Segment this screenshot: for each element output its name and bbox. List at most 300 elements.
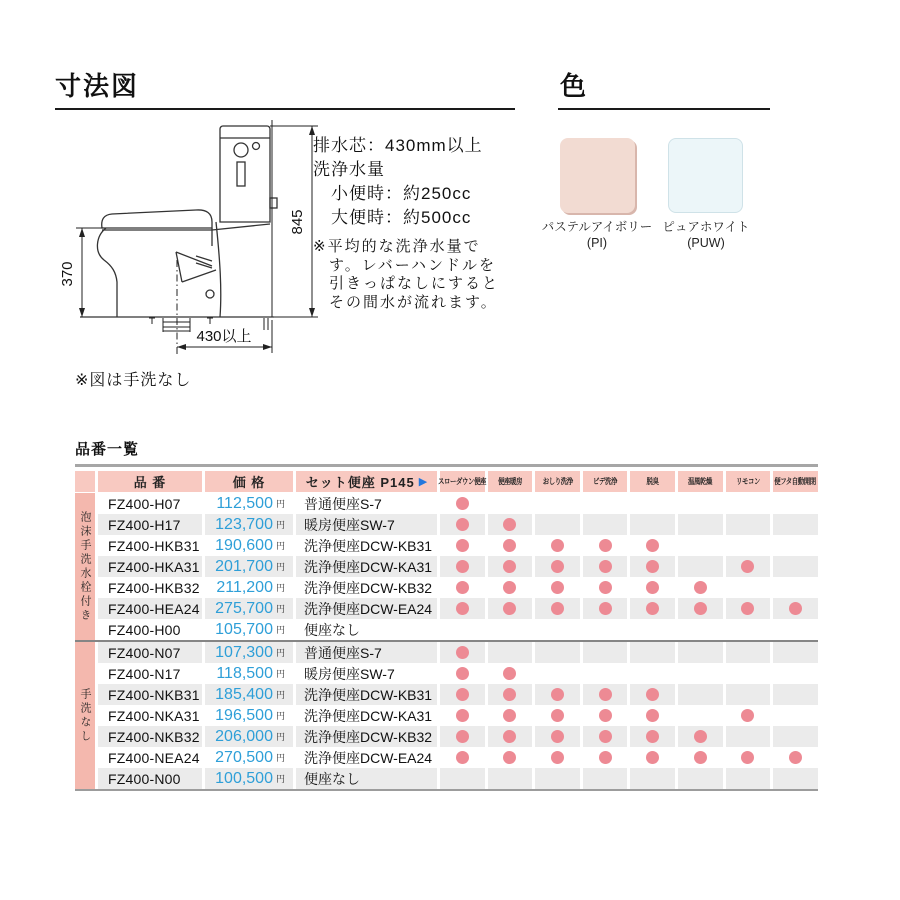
price-cell (205, 663, 293, 684)
part-number-cell: FZ400-NKB32 (98, 726, 202, 747)
feature-cell (678, 514, 723, 535)
table-row (98, 642, 818, 663)
price-cell (205, 577, 293, 598)
feature-dot (646, 709, 659, 722)
feature-cell (535, 619, 580, 640)
dimension-section-title: 寸法図 (55, 71, 140, 101)
seat-name-cell: 洗浄便座DCW-EA24 (296, 747, 437, 768)
feature-cell (678, 493, 723, 514)
feature-cell (488, 514, 533, 535)
feature-cell (773, 747, 818, 768)
table-bottom-rule (75, 789, 818, 791)
feature-cell (678, 663, 723, 684)
feature-cell (440, 514, 485, 535)
price-cell (205, 705, 293, 726)
feature-cell (726, 747, 771, 768)
yen-suffix: 円 (275, 625, 285, 635)
feature-cell (440, 598, 485, 619)
feature-dot (456, 602, 469, 615)
yen-suffix: 円 (275, 541, 285, 551)
feature-cell (440, 768, 485, 789)
feature-cell (583, 619, 628, 640)
feature-column-header: 脱臭 (630, 471, 675, 492)
swatch-label-pure-white: ピュアホワイト (PUW) (662, 220, 750, 250)
color-section-title: 色 (560, 71, 589, 101)
feature-cell (678, 535, 723, 556)
table-row (98, 747, 818, 768)
feature-dot (551, 688, 564, 701)
feature-cell (630, 619, 675, 640)
part-number-cell: FZ400-HKB31 (98, 535, 202, 556)
seat-name-cell: 洗浄便座DCW-KA31 (296, 556, 437, 577)
group-label: 手洗なし (79, 687, 91, 744)
feature-cell (583, 577, 628, 598)
spec-drain: 排水芯：430mm以上 (313, 136, 483, 155)
table-row (98, 684, 818, 705)
feature-cell (535, 663, 580, 684)
feature-dot (503, 560, 516, 573)
seat-name-cell: 洗浄便座DCW-KB32 (296, 577, 437, 598)
part-number-cell: FZ400-H07 (98, 493, 202, 514)
feature-dot (646, 751, 659, 764)
feature-dot (456, 667, 469, 680)
feature-dot (599, 709, 612, 722)
feature-dot (646, 581, 659, 594)
note-line: ※平均的な洗浄水量で (313, 238, 481, 255)
feature-dot (694, 581, 707, 594)
seat-name-cell: 洗浄便座DCW-EA24 (296, 598, 437, 619)
feature-dot (599, 602, 612, 615)
table-row (98, 619, 818, 640)
table-row (98, 768, 818, 789)
feature-cell (583, 598, 628, 619)
feature-dot (646, 688, 659, 701)
part-number-cell: FZ400-N07 (98, 642, 202, 663)
feature-cell (440, 535, 485, 556)
feature-cell (773, 556, 818, 577)
yen-suffix: 円 (275, 562, 285, 572)
feature-dot (456, 730, 469, 743)
feature-dot (741, 602, 754, 615)
part-number-cell: FZ400-NKB31 (98, 684, 202, 705)
seat-name-cell: 普通便座S-7 (296, 642, 437, 663)
feature-dot (503, 602, 516, 615)
feature-cell (630, 747, 675, 768)
table-top-rule (75, 464, 818, 467)
color-swatch-pure-white (668, 138, 743, 213)
feature-dot (456, 560, 469, 573)
price-cell (205, 535, 293, 556)
feature-cell (630, 663, 675, 684)
table-row (98, 577, 818, 598)
feature-dot (456, 688, 469, 701)
spec-water-heading: 洗浄水量 (313, 160, 385, 179)
feature-dot (503, 581, 516, 594)
feature-cell (630, 642, 675, 663)
feature-cell (535, 684, 580, 705)
table-header-row (75, 471, 818, 492)
feature-column-header: 温風乾燥 (678, 471, 723, 492)
feature-cell (630, 493, 675, 514)
feature-cell (726, 619, 771, 640)
feature-cell (773, 619, 818, 640)
table-group (75, 493, 818, 640)
price-cell (205, 619, 293, 640)
feature-cell (440, 619, 485, 640)
feature-cell (773, 577, 818, 598)
table-group (75, 642, 818, 789)
feature-cell (535, 514, 580, 535)
price-cell (205, 598, 293, 619)
feature-dot (456, 518, 469, 531)
feature-cell (488, 747, 533, 768)
toilet-dimension-drawing (56, 110, 326, 382)
feature-dot (503, 709, 516, 722)
feature-column-header: 便座暖房 (488, 471, 533, 492)
feature-dot (599, 539, 612, 552)
feature-cell (488, 535, 533, 556)
feature-dot (646, 730, 659, 743)
feature-cell (583, 705, 628, 726)
part-number-cell: FZ400-H17 (98, 514, 202, 535)
feature-cell (726, 705, 771, 726)
feature-dot (551, 709, 564, 722)
part-number-cell: FZ400-HEA24 (98, 598, 202, 619)
feature-cell (488, 768, 533, 789)
price-value: 118,500 (216, 664, 273, 682)
group-column-header (75, 471, 95, 492)
feature-cell (535, 642, 580, 663)
parts-table (75, 464, 818, 791)
color-title-rule (558, 108, 770, 110)
feature-cell (678, 642, 723, 663)
feature-cell (440, 663, 485, 684)
seat-name-cell: 便座なし (296, 619, 437, 640)
price-cell (205, 556, 293, 577)
seat-name-cell: 洗浄便座DCW-KB31 (296, 535, 437, 556)
feature-cell (773, 726, 818, 747)
price-value: 107,300 (215, 643, 273, 661)
note-line: その間水が流れます。 (329, 293, 498, 311)
yen-suffix: 円 (275, 711, 285, 721)
color-swatch-pastel-ivory (560, 138, 635, 213)
feature-cell (583, 642, 628, 663)
feature-cell (488, 577, 533, 598)
feature-cell (726, 684, 771, 705)
feature-cell (488, 598, 533, 619)
note-line: す。レバーハンドルを (329, 256, 497, 274)
price-cell (205, 768, 293, 789)
feature-cell (535, 747, 580, 768)
seat-name-cell: 洗浄便座DCW-KB31 (296, 684, 437, 705)
feature-cell (773, 642, 818, 663)
table-row (98, 493, 818, 514)
feature-cell (440, 642, 485, 663)
note-line: 引きっぱなしにすると (329, 275, 500, 292)
seat-name-cell: 普通便座S-7 (296, 493, 437, 514)
yen-suffix: 円 (275, 604, 285, 614)
feature-dot (503, 518, 516, 531)
price-cell (205, 493, 293, 514)
feature-dot (551, 751, 564, 764)
feature-cell (535, 598, 580, 619)
price-cell (205, 726, 293, 747)
feature-cell (440, 577, 485, 598)
feature-dot (741, 560, 754, 573)
feature-cell (726, 642, 771, 663)
feature-cell (773, 768, 818, 789)
feature-cell (583, 684, 628, 705)
feature-cell (678, 726, 723, 747)
price-value: 201,700 (215, 557, 273, 575)
feature-cell (773, 684, 818, 705)
feature-dot (503, 667, 516, 680)
feature-cell (440, 726, 485, 747)
feature-dot (551, 539, 564, 552)
part-number-cell: FZ400-HKB32 (98, 577, 202, 598)
yen-suffix: 円 (275, 753, 285, 763)
price-value: 100,500 (215, 769, 273, 787)
part-number-cell: FZ400-NKA31 (98, 705, 202, 726)
spec-note-block (313, 238, 499, 312)
feature-cell (726, 598, 771, 619)
spec-large-flush: 大便時：約500cc (331, 208, 472, 227)
seat-name-cell: 暖房便座SW-7 (296, 663, 437, 684)
spec-text-block (313, 134, 483, 230)
feature-dot (503, 751, 516, 764)
feature-dot (551, 560, 564, 573)
feature-dot (551, 602, 564, 615)
feature-cell (535, 556, 580, 577)
group-label: 泡沫手洗水栓付き (79, 510, 91, 623)
yen-suffix: 円 (275, 520, 285, 530)
feature-dot (456, 581, 469, 594)
table-row (98, 726, 818, 747)
feature-dot (599, 581, 612, 594)
feature-cell (535, 768, 580, 789)
part-number-cell: FZ400-N17 (98, 663, 202, 684)
feature-cell (630, 684, 675, 705)
part-number-cell: FZ400-N00 (98, 768, 202, 789)
feature-cell (726, 514, 771, 535)
seat-name-cell: 洗浄便座DCW-KB32 (296, 726, 437, 747)
feature-dot (789, 602, 802, 615)
feature-dot (694, 602, 707, 615)
part-number-cell: FZ400-HKA31 (98, 556, 202, 577)
feature-dot (503, 688, 516, 701)
dim-845-label: 845 (289, 209, 306, 235)
feature-cell (630, 705, 675, 726)
price-value: 112,500 (216, 494, 273, 512)
part-no-column-header: 品 番 (98, 471, 202, 492)
yen-suffix: 円 (275, 774, 285, 784)
feature-cell (488, 493, 533, 514)
feature-cell (583, 556, 628, 577)
link-arrow-icon: ▶ (418, 476, 428, 488)
seat-name-cell: 洗浄便座DCW-KA31 (296, 705, 437, 726)
price-value: 196,500 (215, 706, 273, 724)
feature-cell (440, 493, 485, 514)
feature-dot (694, 751, 707, 764)
table-row (98, 535, 818, 556)
table-row (98, 598, 818, 619)
seat-name-cell: 暖房便座SW-7 (296, 514, 437, 535)
feature-cell (726, 768, 771, 789)
feature-dot (456, 497, 469, 510)
feature-cell (678, 556, 723, 577)
feature-dot (551, 730, 564, 743)
feature-column-header: リモコン (726, 471, 771, 492)
feature-dot (741, 751, 754, 764)
feature-dot (551, 581, 564, 594)
feature-dot (599, 560, 612, 573)
price-cell (205, 747, 293, 768)
feature-column-header: ビデ洗浄 (583, 471, 628, 492)
feature-cell (488, 705, 533, 726)
feature-cell (535, 493, 580, 514)
price-column-header: 価 格 (205, 471, 293, 492)
feature-cell (583, 535, 628, 556)
flush-button-icon (234, 143, 248, 157)
seat-column-header-link[interactable]: セット便座 P145 ▶ (296, 471, 437, 492)
dim-370-label: 370 (59, 261, 76, 287)
feature-cell (678, 598, 723, 619)
price-value: 211,200 (216, 578, 273, 596)
price-value: 190,600 (215, 536, 273, 554)
feature-cell (630, 598, 675, 619)
price-value: 185,400 (215, 685, 273, 703)
spec-small-flush: 小便時：約250cc (331, 184, 472, 203)
feature-dot (456, 539, 469, 552)
price-value: 123,700 (215, 515, 273, 533)
feature-cell (583, 768, 628, 789)
parts-table-title: 品番一覧 (75, 441, 140, 458)
feature-cell (488, 556, 533, 577)
flush-lever-icon (237, 162, 245, 186)
yen-suffix: 円 (275, 583, 285, 593)
feature-cell (678, 619, 723, 640)
feature-cell (583, 726, 628, 747)
table-row (98, 556, 818, 577)
feature-dot (646, 560, 659, 573)
feature-dot (503, 539, 516, 552)
feature-cell (488, 726, 533, 747)
feature-cell (535, 535, 580, 556)
table-row (98, 705, 818, 726)
price-cell (205, 642, 293, 663)
feature-dot (694, 730, 707, 743)
feature-cell (726, 663, 771, 684)
feature-cell (535, 726, 580, 747)
feature-cell (726, 726, 771, 747)
bowl-outline (97, 228, 117, 317)
swatch-label-pastel-ivory: パステルアイボリー (PI) (541, 220, 653, 250)
feature-cell (678, 768, 723, 789)
seat-lid-outline (102, 210, 212, 228)
feature-cell (678, 705, 723, 726)
price-cell (205, 514, 293, 535)
feature-cell (726, 577, 771, 598)
price-value: 206,000 (215, 727, 273, 745)
feature-cell (583, 493, 628, 514)
feature-cell (773, 598, 818, 619)
part-number-cell: FZ400-NEA24 (98, 747, 202, 768)
feature-dot (456, 709, 469, 722)
feature-dot (789, 751, 802, 764)
feature-cell (630, 514, 675, 535)
feature-cell (440, 684, 485, 705)
yen-suffix: 円 (275, 499, 285, 509)
feature-dot (599, 751, 612, 764)
feature-cell (630, 556, 675, 577)
feature-cell (488, 684, 533, 705)
feature-cell (630, 535, 675, 556)
feature-cell (726, 535, 771, 556)
feature-cell (726, 556, 771, 577)
feature-cell (440, 747, 485, 768)
feature-cell (630, 726, 675, 747)
price-value: 275,700 (215, 599, 273, 617)
feature-dot (599, 730, 612, 743)
price-value: 105,700 (215, 620, 273, 638)
group-label-cell (75, 642, 95, 789)
feature-dot (599, 688, 612, 701)
yen-suffix: 円 (275, 690, 285, 700)
feature-cell (535, 705, 580, 726)
feature-cell (630, 768, 675, 789)
feature-cell (773, 493, 818, 514)
feature-cell (678, 747, 723, 768)
feature-column-header: おしり洗浄 (535, 471, 580, 492)
feature-dot (456, 646, 469, 659)
feature-cell (488, 663, 533, 684)
feature-cell (583, 514, 628, 535)
yen-suffix: 円 (275, 669, 285, 679)
feature-cell (678, 684, 723, 705)
table-row (98, 514, 818, 535)
feature-cell (583, 663, 628, 684)
figure-note: ※図は手洗なし (75, 372, 192, 389)
price-value: 270,500 (215, 748, 273, 766)
feature-dot (646, 539, 659, 552)
feature-cell (630, 577, 675, 598)
feature-cell (773, 514, 818, 535)
feature-cell (678, 577, 723, 598)
table-body (75, 493, 818, 791)
feature-dot (456, 751, 469, 764)
feature-dot (503, 730, 516, 743)
feature-cell (773, 663, 818, 684)
dim-depth-label: 430以上 (196, 328, 252, 345)
feature-dot (646, 602, 659, 615)
feature-cell (488, 642, 533, 663)
part-number-cell: FZ400-H00 (98, 619, 202, 640)
table-row (98, 663, 818, 684)
feature-cell (440, 556, 485, 577)
feature-cell (440, 705, 485, 726)
feature-cell (773, 705, 818, 726)
feature-cell (583, 747, 628, 768)
yen-suffix: 円 (275, 648, 285, 658)
price-cell (205, 684, 293, 705)
seat-name-cell: 便座なし (296, 768, 437, 789)
feature-cell (488, 619, 533, 640)
feature-column-header: 便フタ自動開閉 (773, 471, 818, 492)
feature-column-header: スローダウン便座 (440, 471, 485, 492)
feature-dot (741, 709, 754, 722)
group-label-cell (75, 493, 95, 640)
feature-cell (773, 535, 818, 556)
